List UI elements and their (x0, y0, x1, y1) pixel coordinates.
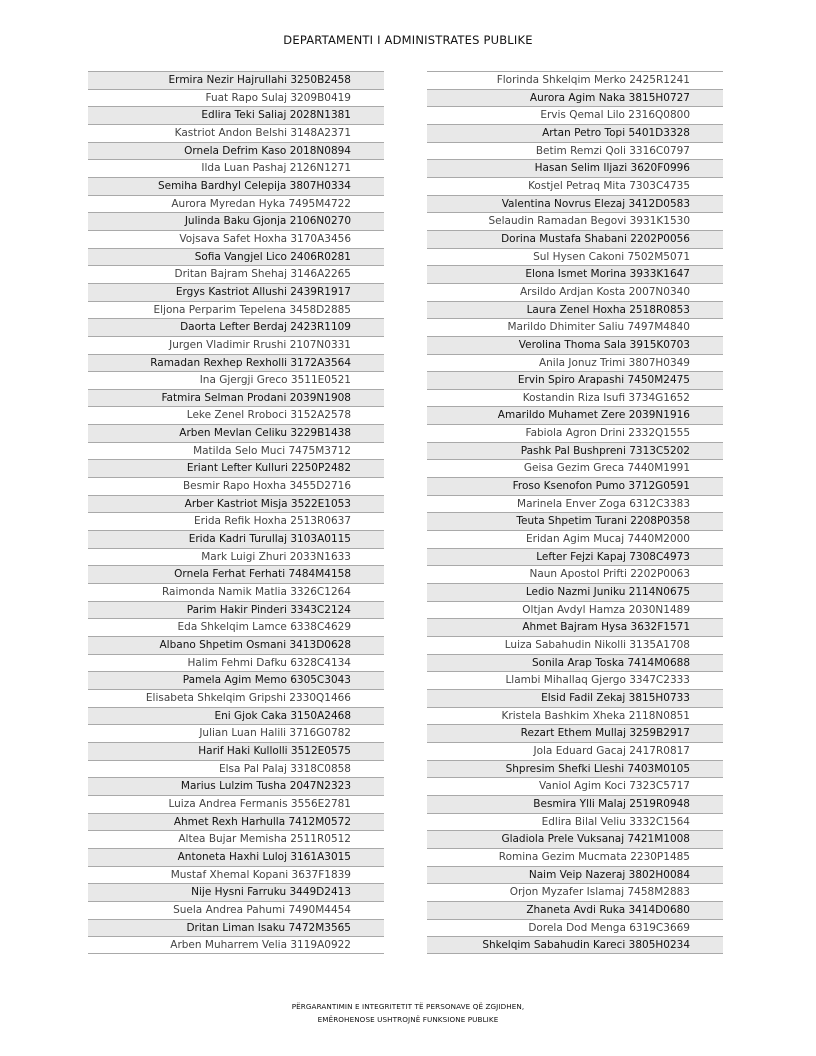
list-item: Sonila Arap Toska 7414M0688 (427, 654, 723, 672)
list-item: Daorta Lefter Berdaj 2423R1109 (88, 318, 384, 336)
list-item: Eljona Perparim Tepelena 3458D2885 (88, 301, 384, 319)
list-item: Marinela Enver Zoga 6312C3383 (427, 495, 723, 513)
list-item: Rezart Ethem Mullaj 3259B2917 (427, 724, 723, 742)
list-item: Arber Kastriot Misja 3522E1053 (88, 495, 384, 513)
list-item: Leke Zenel Rroboci 3152A2578 (88, 406, 384, 424)
list-item: Laura Zenel Hoxha 2518R0853 (427, 301, 723, 319)
list-item: Semiha Bardhyl Celepija 3807H0334 (88, 177, 384, 195)
right-name-list (427, 71, 723, 954)
list-item: Arsildo Ardjan Kosta 2007N0340 (427, 283, 723, 301)
list-item: Verolina Thoma Sala 3915K0703 (427, 336, 723, 354)
list-item: Parim Hakir Pinderi 3343C2124 (88, 601, 384, 619)
list-item: Ahmet Rexh Harhulla 7412M0572 (88, 813, 384, 831)
list-item: Elsa Pal Palaj 3318C0858 (88, 760, 384, 778)
list-item: Jurgen Vladimir Rrushi 2107N0331 (88, 336, 384, 354)
list-item: Mark Luigi Zhuri 2033N1633 (88, 548, 384, 566)
list-item: Valentina Novrus Elezaj 3412D0583 (427, 195, 723, 213)
list-item: Besmir Rapo Hoxha 3455D2716 (88, 477, 384, 495)
list-item: Julinda Baku Gjonja 2106N0270 (88, 212, 384, 230)
list-item: Lefter Fejzi Kapaj 7308C4973 (427, 548, 723, 566)
list-item: Matilda Selo Muci 7475M3712 (88, 442, 384, 460)
list-item: Hasan Selim Iljazi 3620F0996 (427, 159, 723, 177)
list-item: Raimonda Namik Matlia 3326C1264 (88, 583, 384, 601)
list-item: Romina Gezim Mucmata 2230P1485 (427, 848, 723, 866)
list-item: Elisabeta Shkelqim Gripshi 2330Q1466 (88, 689, 384, 707)
list-item: Edlira Bilal Veliu 3332C1564 (427, 813, 723, 831)
list-item: Ergys Kastriot Allushi 2439R1917 (88, 283, 384, 301)
list-item: Ramadan Rexhep Rexholli 3172A3564 (88, 354, 384, 372)
list-item: Eridan Agim Mucaj 7440M2000 (427, 530, 723, 548)
list-item: Artan Petro Topi 5401D3328 (427, 124, 723, 142)
list-item: Albano Shpetim Osmani 3413D0628 (88, 636, 384, 654)
list-item: Antoneta Haxhi Luloj 3161A3015 (88, 848, 384, 866)
list-item: Besmira Ylli Malaj 2519R0948 (427, 795, 723, 813)
list-item: Jola Eduard Gacaj 2417R0817 (427, 742, 723, 760)
list-item: Ornela Ferhat Ferhati 7484M4158 (88, 565, 384, 583)
footer (0, 1001, 816, 1026)
list-item: Dorela Dod Menga 6319C3669 (427, 919, 723, 937)
list-item: Kostjel Petraq Mita 7303C4735 (427, 177, 723, 195)
list-item: Erida Kadri Turullaj 3103A0115 (88, 530, 384, 548)
list-item: Anila Jonuz Trimi 3807H0349 (427, 354, 723, 372)
list-item: Pamela Agim Memo 6305C3043 (88, 671, 384, 689)
list-item: Kastriot Andon Belshi 3148A2371 (88, 124, 384, 142)
list-item: Fabiola Agron Drini 2332Q1555 (427, 424, 723, 442)
footer-line-2: EMËROHENOSE USHTROJNË FUNKSIONE PUBLIKE (317, 1014, 499, 1024)
list-item: Shpresim Shefki Lleshi 7403M0105 (427, 760, 723, 778)
list-item: Ahmet Bajram Hysa 3632F1571 (427, 618, 723, 636)
list-item: Betim Remzi Qoli 3316C0797 (427, 142, 723, 160)
list-item: Gladiola Prele Vuksanaj 7421M1008 (427, 830, 723, 848)
list-item: Sul Hysen Cakoni 7502M5071 (427, 248, 723, 266)
list-item: Ina Gjergji Greco 3511E0521 (88, 371, 384, 389)
list-item: Julian Luan Halili 3716G0782 (88, 724, 384, 742)
list-item: Marius Lulzim Tusha 2047N2323 (88, 777, 384, 795)
list-item: Eda Shkelqim Lamce 6338C4629 (88, 618, 384, 636)
list-item: Vojsava Safet Hoxha 3170A3456 (88, 230, 384, 248)
list-item: Aurora Agim Naka 3815H0727 (427, 89, 723, 107)
list-item: Suela Andrea Pahumi 7490M4454 (88, 901, 384, 919)
list-item: Geisa Gezim Greca 7440M1991 (427, 459, 723, 477)
list-item: Naim Veip Nazeraj 3802H0084 (427, 866, 723, 884)
list-item: Elsid Fadil Zekaj 3815H0733 (427, 689, 723, 707)
list-item: Naun Apostol Prifti 2202P0063 (427, 565, 723, 583)
list-item: Halim Fehmi Dafku 6328C4134 (88, 654, 384, 672)
list-item: Mustaf Xhemal Kopani 3637F1839 (88, 866, 384, 884)
list-item: Ervis Qemal Lilo 2316Q0800 (427, 106, 723, 124)
list-item: Dritan Liman Isaku 7472M3565 (88, 919, 384, 937)
list-item: Ervin Spiro Arapashi 7450M2475 (427, 371, 723, 389)
list-item: Luiza Andrea Fermanis 3556E2781 (88, 795, 384, 813)
page-title: DEPARTAMENTI I ADMINISTRATES PUBLIKE (283, 33, 533, 47)
list-item: Pashk Pal Bushpreni 7313C5202 (427, 442, 723, 460)
list-item: Erida Refik Hoxha 2513R0637 (88, 512, 384, 530)
list-item: Ledio Nazmi Juniku 2114N0675 (427, 583, 723, 601)
list-item: Dritan Bajram Shehaj 3146A2265 (88, 265, 384, 283)
left-name-list (88, 71, 384, 954)
list-item: Ermira Nezir Hajrullahi 3250B2458 (88, 71, 384, 89)
list-item: Teuta Shpetim Turani 2208P0358 (427, 512, 723, 530)
list-item: Froso Ksenofon Pumo 3712G0591 (427, 477, 723, 495)
list-item: Luiza Sabahudin Nikolli 3135A1708 (427, 636, 723, 654)
list-item: Selaudin Ramadan Begovi 3931K1530 (427, 212, 723, 230)
list-item: Eriant Lefter Kulluri 2250P2482 (88, 459, 384, 477)
list-item: Nije Hysni Farruku 3449D2413 (88, 883, 384, 901)
list-item: Kostandin Riza Isufi 3734G1652 (427, 389, 723, 407)
list-item: Zhaneta Avdi Ruka 3414D0680 (427, 901, 723, 919)
list-item: Harif Haki Kullolli 3512E0575 (88, 742, 384, 760)
list-item: Amarildo Muhamet Zere 2039N1916 (427, 406, 723, 424)
list-item: Eni Gjok Caka 3150A2468 (88, 707, 384, 725)
list-item: Shkelqim Sabahudin Kareci 3805H0234 (427, 936, 723, 954)
list-item: Fuat Rapo Sulaj 3209B0419 (88, 89, 384, 107)
list-item: Fatmira Selman Prodani 2039N1908 (88, 389, 384, 407)
list-item: Elona Ismet Morina 3933K1647 (427, 265, 723, 283)
list-item: Arben Mevlan Celiku 3229B1438 (88, 424, 384, 442)
list-item: Llambi Mihallaq Gjergo 3347C2333 (427, 671, 723, 689)
footer-line-1: PËRGARANTIMIN E INTEGRITETIT TË PERSONAVE QË ZGJIDHEN, (291, 1002, 525, 1011)
list-item: Florinda Shkelqim Merko 2425R1241 (427, 71, 723, 89)
list-item: Ilda Luan Pashaj 2126N1271 (88, 159, 384, 177)
list-item: Marildo Dhimiter Saliu 7497M4840 (427, 318, 723, 336)
list-item: Edlira Teki Saliaj 2028N1381 (88, 106, 384, 124)
list-item: Aurora Myredan Hyka 7495M4722 (88, 195, 384, 213)
list-item: Kristela Bashkim Xheka 2118N0851 (427, 707, 723, 725)
list-item: Vaniol Agim Koci 7323C5717 (427, 777, 723, 795)
list-item: Arben Muharrem Velia 3119A0922 (88, 936, 384, 954)
list-item: Oltjan Avdyl Hamza 2030N1489 (427, 601, 723, 619)
list-item: Altea Bujar Memisha 2511R0512 (88, 830, 384, 848)
list-item: Sofia Vangjel Lico 2406R0281 (88, 248, 384, 266)
list-item: Dorina Mustafa Shabani 2202P0056 (427, 230, 723, 248)
list-item: Ornela Defrim Kaso 2018N0894 (88, 142, 384, 160)
list-item: Orjon Myzafer Islamaj 7458M2883 (427, 883, 723, 901)
